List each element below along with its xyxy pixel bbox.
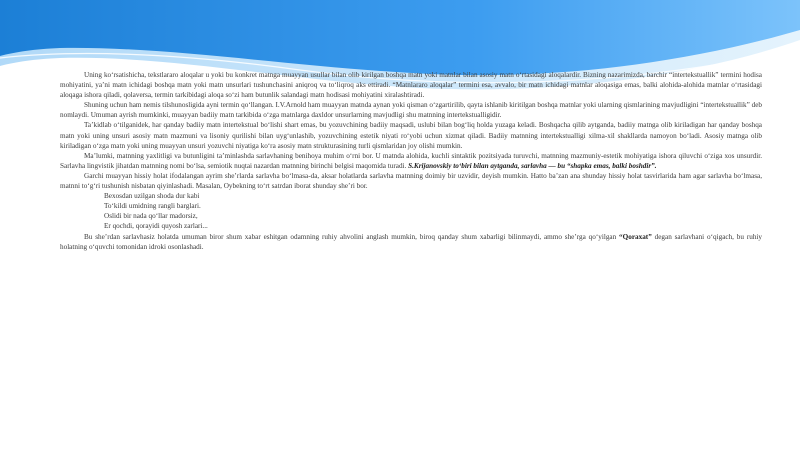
paragraph-closing	[60, 232, 762, 252]
closing-text-before: Bu she’rdan sarlavhasiz holatda umuman biror shum xabar eshitgan odamning ruhiy ahvolini anglash mumkin, biroq qanday shum xabarligi bilinmaydi, ammo she’rga qo‘yilgan	[84, 232, 620, 241]
closing-text-after: degan sarlavhani o‘qigach, bu ruhiy holatning o‘quvchi tomonidan idroki osonlashadi.	[60, 232, 763, 251]
poem-line: Bexosdan uzilgan shoda dur kabi	[104, 192, 200, 201]
poem-title-qoraxat: “Qoraxat”	[619, 232, 652, 241]
paragraph-4	[60, 151, 762, 171]
poem-block	[80, 191, 762, 231]
paragraph-2: Shuning uchun ham nemis tilshunosligida ayni termin qo‘llangan. I.V.Arnold ham muayyan matnda aynan yoki qisman o‘zgartirilib, qayta ishlanib kiritilgan boshqa matnlar yoki ularning qismlarining mavjudligini “intertekstuallik” deb nomlaydi. Umuman ayrish mumkinki, muayyan badiiy matn tarkibida o‘zga matnlarga daxldor unsurlarning mavjudligi shu matnning intertekstualligidir.	[60, 101, 762, 120]
poem-line: To‘kildi umidning rangli barglari.	[104, 202, 201, 211]
poem-line: Er qochdi, qorayidi quyosh zarlari...	[104, 222, 208, 231]
poem-line: Oslidi bir nada qo‘llar madorsiz,	[104, 212, 198, 221]
slide-body-text	[60, 70, 762, 252]
paragraph-4-text: Ma’lumki, matnning yaxlitligi va butunligini ta’minlashda sarlavhaning benihoya muhim o‘rni bor. U matnda alohida, kuchli sintaktik pozitsiyada turuvchi, matnning mazmuniy-estetik mohiyatiga ishora qiluvchi o‘ziga xos unsurdir. Sarlavha lingvistik jihatdan matnning nomi bo‘lsa, semiotik nuqtai nazardan matnning birinchi belgisi maqomida turadi.	[60, 151, 762, 170]
paragraph-1: Uning ko‘rsatishicha, tekstlararo aloqalar u yoki bu konkret matnga muayyan usullar bilan olib kirilgan boshqa matn yoki matnlar bilan asosiy matn o‘rtasidagi aloqalardir. Bizning nazarimizda, barchir “intertekstuallik” termini hodisa mohiyatini, ya’ni matn ichidagi boshqa matn yoki matn unsurlari tushunchasini aniqroq va to‘liqroq aks ettiradi. “Matnlararo aloqalar” termini esa, avvalo, bir matn ichidagi matnlar aloqasiga emas, balki alohida-alohida matnlar o‘rtasidagi aloqaga ishora qiladi, qolaversa, termin tarkibidagi aloqa so‘zi ham butunlik salandagi matn hodisasi mohiyatini xiralashtiradi.	[60, 71, 762, 100]
paragraph-5: Garchi muayyan hissiy holat ifodalangan ayrim she’rlarda sarlavha bo‘lmasa-da, aksar holatlarda sarlavha matnning doimiy bir uzvidir, deyish mumkin. Hatto ba’zan ana shunday hissiy holat tasvirlarida ham agar sarlavha bo‘lmasa, matnni to‘g‘ri tushunish nisbatan qiyinlashadi. Masalan, Oybekning to‘rt satrdan iborat shunday she’ri bor.	[60, 171, 762, 191]
paragraph-3: Ta’kidlab o‘tilganidek, har qanday badiiy matn intertekstual bo‘lishi shart emas, bu yozuvchining badiiy maqsadi, uslubi bilan bog‘liq holda yuzaga keladi. Boshqacha qilib aytganda, badiiy matnga olib kiriladigan har qanday boshqa matn yoki uning unsuri asosiy matn mazmuni va lisoniy qurilishi bilan uyg‘unlashib, yozuvchining estetik niyati ro‘yobi uchun xizmat qiladi. Badiiy matnning intertekstualligi xilma-xil shakllarda namoyon bo‘ladi. Asosiy matnga olib kiriladigan o‘zga matn yoki uning muayyan unsuri yozuvchi niyatiga ko‘ra asosiy matn strukturasining turli qismlaridan joy olishi mumkin.	[60, 121, 762, 150]
krijanovskiy-quote: S.Krijanovskiy to‘biri bilan aytganda, sarlavha — bu “shapka emas, balki boshdir”.	[408, 161, 657, 170]
